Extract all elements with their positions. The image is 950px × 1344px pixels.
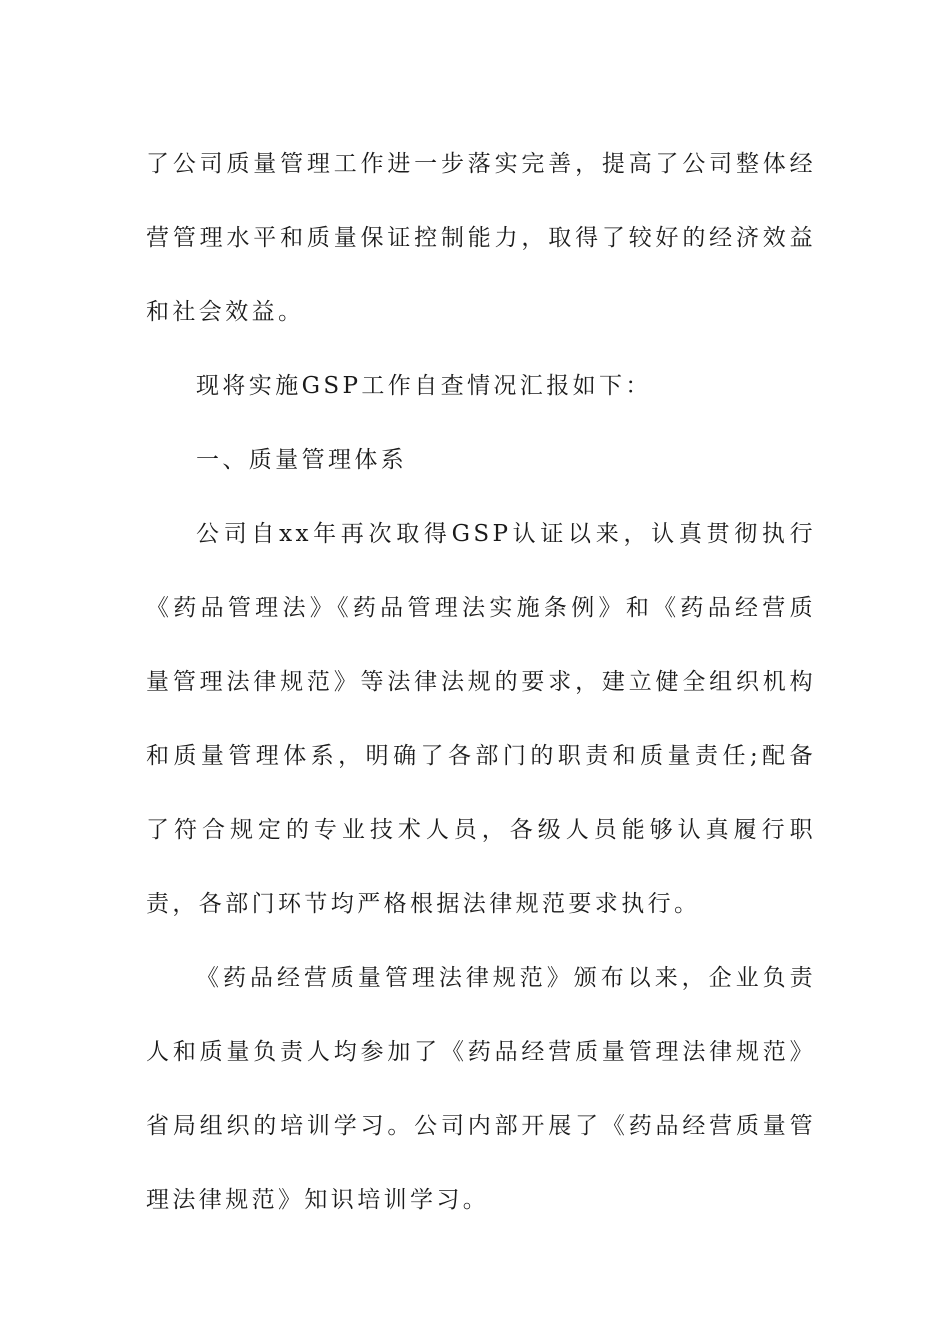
paragraph-training: 《药品经营质量管理法律规范》颁布以来，企业负责人和质量负责人均参加了《药品经营质量管理法律规范》省局组织的培训学习。公司内部开展了《药品经营质量管理法律规范》知识培训学习。 [146,965,816,1213]
paragraph-quality-system: 公司自xx年再次取得GSP认证以来，认真贯彻执行《药品管理法》《药品管理法实施条例》和《药品经营质量管理法律规范》等法律法规的要求，建立健全组织机构和质量管理体系，明确了各部门的职责和质量责任;配备了符合规定的专业技术人员，各级人员能够认真履行职责，各部门环节均严格根据法律规范要求执行。 [146,521,816,917]
paragraph-intro: 现将实施GSP工作自查情况汇报如下： [196,373,652,399]
document-body [146,127,816,1237]
section-heading-quality-system: 一、质量管理体系 [196,447,408,473]
paragraph-continuation: 了公司质量管理工作进一步落实完善，提高了公司整体经营管理水平和质量保证控制能力，取得了较好的经济效益和社会效益。 [146,151,816,325]
